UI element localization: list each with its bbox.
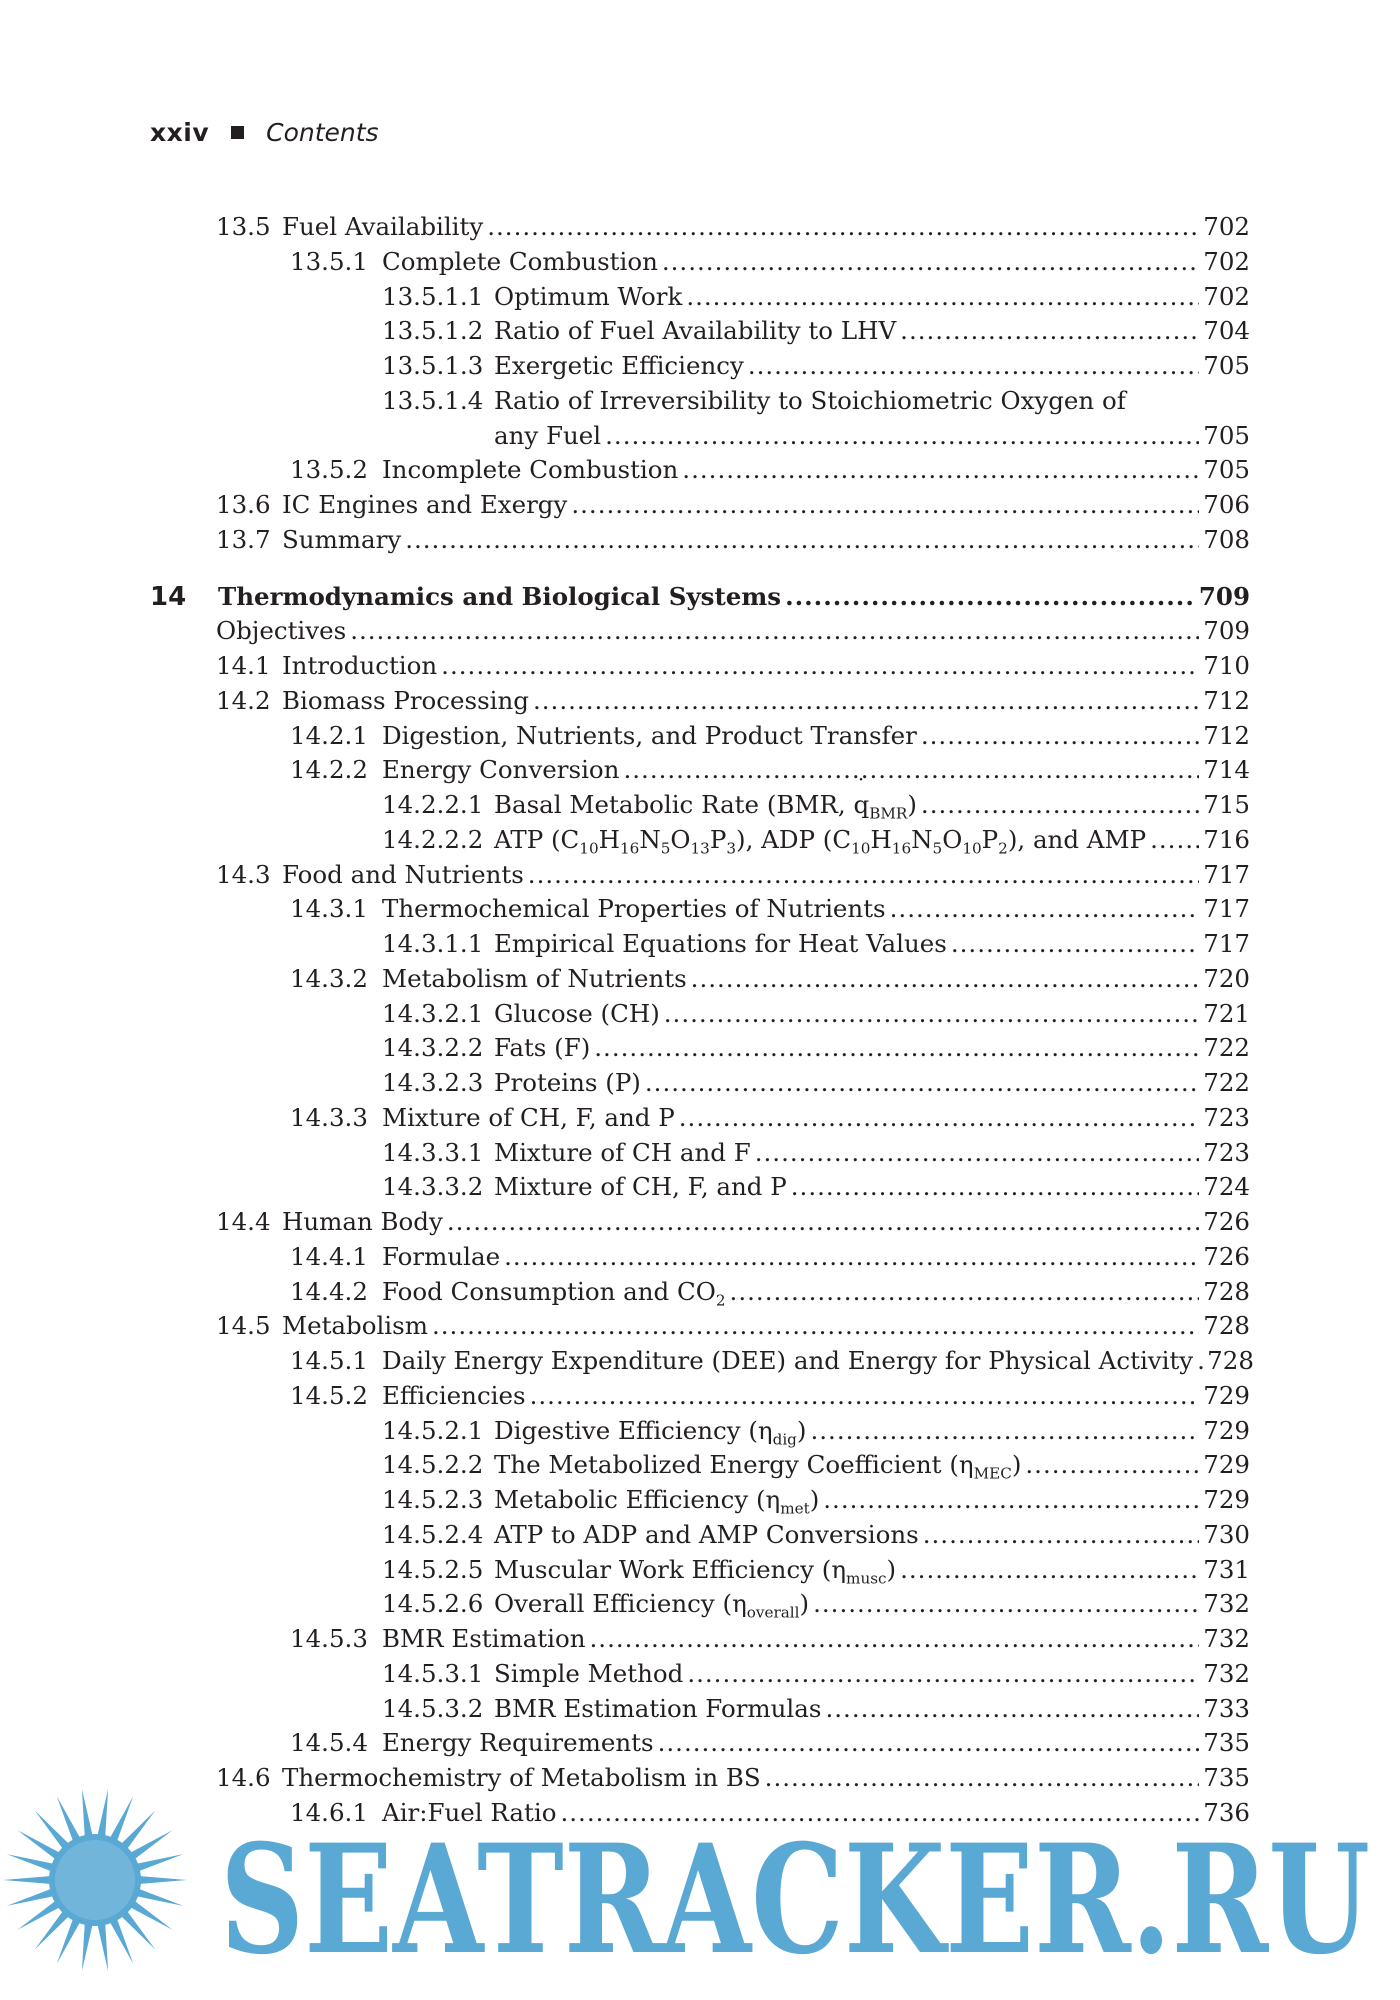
toc-page-number: 733 [1203, 1693, 1250, 1723]
toc-entry[interactable] [382, 1659, 1250, 1693]
toc-page-number: 709 [1203, 616, 1250, 646]
toc-entry-number: 14.5.3.1 [382, 1658, 484, 1688]
toc-page-number: 712 [1203, 685, 1250, 715]
toc-entry-number: 13.6 [216, 490, 271, 519]
toc-entry-number: 14.3.3.2 [382, 1172, 484, 1202]
dot-leader [658, 1728, 1200, 1757]
toc-entry-number: 14.4 [216, 1207, 271, 1236]
toc-page-number: 728 [1203, 1311, 1250, 1341]
dot-leader [823, 1485, 1199, 1514]
toc-entry[interactable] [216, 212, 1250, 246]
dot-leader [687, 1659, 1199, 1688]
toc-entry-continuation[interactable] [494, 421, 1250, 455]
toc-page-number: 735 [1203, 1728, 1250, 1758]
toc-entry-title: Metabolism [282, 1311, 428, 1341]
toc-entry[interactable] [216, 651, 1250, 685]
toc-entry-number: 14.5.2.2 [382, 1450, 484, 1480]
toc-entry-number: 14.3.2 [290, 963, 368, 993]
toc-entry-number: 14.3 [216, 859, 271, 889]
toc-entry[interactable] [382, 1555, 1250, 1589]
toc-page-number: 705 [1203, 455, 1250, 485]
toc-entry[interactable] [382, 1416, 1250, 1450]
toc-chapter-entry[interactable] [150, 582, 1250, 616]
toc-entry-title: Food Consumption and $CO_2$ [382, 1276, 726, 1309]
dot-leader [825, 1694, 1199, 1723]
toc-entry[interactable] [382, 1138, 1250, 1172]
toc-page-number: 726 [1203, 1207, 1250, 1236]
dot-leader [730, 1277, 1200, 1306]
toc-entry-title: Complete Combustion [382, 246, 658, 276]
toc-page-number: 729 [1203, 1450, 1250, 1480]
toc-entry-title: Mixture of CH, F, and P [382, 1102, 675, 1132]
toc-page-number: 726 [1203, 1241, 1250, 1271]
toc-entry-number: 14.5.2.3 [382, 1485, 484, 1514]
toc-page-number: 710 [1203, 651, 1250, 680]
toc-entry-title: ATP to ADP and AMP Conversions [494, 1519, 919, 1549]
sun-ray [18, 1830, 61, 1859]
toc-entry[interactable] [290, 894, 1250, 928]
dot-leader [686, 282, 1199, 311]
toc-entry-number: 14.5.2.5 [382, 1554, 484, 1584]
toc-page-number: 716 [1203, 824, 1250, 854]
toc-page-number: 729 [1203, 1415, 1250, 1445]
toc-page-number: 731 [1203, 1554, 1250, 1584]
toc-entry-title: The Metabolized Energy Coefficient $(\eta_{MEC})$ [494, 1450, 1022, 1483]
toc-page-number: 717 [1203, 859, 1250, 889]
watermark-text: SEATRACKER.RU [220, 1812, 1370, 1988]
toc-page-number: 721 [1203, 998, 1250, 1028]
toc-entry-title: Incomplete Combustion [382, 455, 679, 485]
dot-leader [594, 1033, 1199, 1062]
toc-entry-title: Air:Fuel Ratio [382, 1797, 557, 1827]
dot-leader [900, 1555, 1199, 1584]
dot-leader [921, 721, 1199, 750]
toc-entry-title: Optimum Work [494, 281, 683, 311]
dot-leader [791, 1172, 1199, 1201]
sun-ray [57, 1918, 81, 1964]
toc-entry[interactable] [382, 1694, 1250, 1728]
toc-entry-number: 13.5.1 [290, 246, 368, 276]
toc-entry-number: 14.5.3.2 [382, 1693, 484, 1723]
toc-entry-title: Exergetic Efficiency [494, 351, 744, 380]
dot-leader [810, 1416, 1199, 1445]
dot-leader [748, 351, 1199, 380]
toc-entry-title: Food and Nutrients [282, 859, 524, 889]
toc-entry-title: Energy Conversion [382, 755, 620, 785]
toc-entry[interactable] [216, 525, 1250, 559]
toc-entry[interactable] [382, 1033, 1250, 1067]
toc-entry-number: 13.7 [216, 524, 271, 554]
toc-entry[interactable] [382, 282, 1250, 316]
toc-entry-number: 14.3.2.3 [382, 1068, 484, 1097]
toc-entry[interactable] [382, 1450, 1250, 1484]
sun-ray [18, 1900, 61, 1929]
toc-entry-number: 13.5.1.2 [382, 316, 484, 346]
dot-leader [765, 1763, 1200, 1792]
toc-entry-number: 14.6 [216, 1763, 271, 1792]
toc-entry-title: Thermochemical Properties of Nutrients [382, 894, 886, 924]
toc-entry-title: Digestion, Nutrients, and Product Transfer [382, 720, 917, 750]
dot-leader [504, 1242, 1199, 1271]
toc-entry[interactable] [290, 1242, 1250, 1276]
dot-leader [605, 421, 1199, 450]
sun-ray [3, 1876, 51, 1884]
toc-entry-title: Simple Method [494, 1658, 684, 1688]
toc-entry-number: 14.3.1 [290, 894, 368, 924]
toc-entry-number: 14.1 [216, 651, 271, 680]
sun-ray [97, 1789, 108, 1837]
dot-leader [951, 929, 1199, 958]
toc-entry-title: Digestive Efficiency $(\eta_{dig})$ [494, 1415, 807, 1448]
toc-entry[interactable] [382, 1485, 1250, 1519]
toc-entry-title: Ratio of Fuel Availability to LHV [494, 316, 897, 346]
toc-entry-number: 14.5.2.4 [382, 1519, 484, 1549]
toc-page-number: 732 [1203, 1658, 1250, 1688]
toc-entry-title: Objectives [216, 616, 347, 646]
sun-ray [97, 1923, 108, 1971]
sun-ray [82, 1923, 93, 1971]
toc-entry[interactable] [382, 999, 1250, 1033]
toc-entry[interactable] [216, 616, 1250, 650]
sun-ray [110, 1918, 134, 1964]
toc-entry-title: Proteins (P) [494, 1068, 641, 1097]
toc-entry-number: 13.5.1.4 [382, 385, 484, 415]
toc-entry-number: 14.3.2.1 [382, 998, 484, 1028]
toc-entry-title: Muscular Work Efficiency $(\eta_{musc})$ [494, 1554, 897, 1587]
dot-leader [405, 525, 1199, 554]
toc-entry[interactable] [290, 1624, 1250, 1658]
toc-entry[interactable] [290, 964, 1250, 998]
dot-leader [900, 316, 1199, 345]
toc-entry[interactable] [290, 1728, 1250, 1762]
dot-leader [487, 212, 1199, 241]
toc-page-number: 705 [1203, 351, 1250, 380]
toc-entry-title: Efficiencies [382, 1380, 526, 1410]
toc-page-number: 724 [1203, 1172, 1250, 1202]
toc-page-number: 735 [1203, 1763, 1250, 1792]
q-dot-symbol: ˙ q [854, 790, 870, 819]
toc-page-number: 708 [1203, 524, 1250, 554]
toc-entry[interactable] [382, 1589, 1250, 1623]
toc-entry-number: 14.4.1 [290, 1241, 368, 1271]
dot-leader [560, 1798, 1199, 1827]
toc-entry-number: 14.5.1 [290, 1346, 368, 1375]
toc-page-number: 702 [1203, 246, 1250, 276]
toc-page-number: 729 [1203, 1485, 1250, 1514]
dot-leader [432, 1311, 1199, 1340]
sun-ray [57, 1796, 81, 1842]
sun-ray [35, 1911, 70, 1950]
toc-entry-title: Energy Requirements [382, 1728, 654, 1758]
toc-entry[interactable] [382, 316, 1250, 350]
toc-entry-title: Biomass Processing [282, 685, 529, 715]
dot-leader [682, 455, 1199, 484]
toc-page-number: 702 [1203, 281, 1250, 311]
toc-entry-title: Basal Metabolic Rate (BMR, ˙ $q_{BMR}$) [494, 790, 917, 819]
toc-entry-number: 14.5 [216, 1311, 271, 1341]
dot-leader [923, 1520, 1200, 1549]
toc-entry-number: 14.5.2 [290, 1380, 368, 1410]
toc-entry-title: Metabolism of Nutrients [382, 963, 687, 993]
dot-leader [1150, 825, 1199, 854]
toc-entry[interactable] [290, 1798, 1250, 1832]
dot-leader [447, 1207, 1199, 1236]
table-of-contents [150, 0, 1254, 2000]
toc-entry-number: 14.5.4 [290, 1728, 368, 1758]
toc-entry[interactable] [382, 1172, 1250, 1206]
toc-entry-title: ATP $(C_{10}H_{16}N_5O_{13}P_3)$, ADP $(C_{10}H_{16}N_5O_{10}P_2)$, and AMP [494, 824, 1147, 858]
toc-page-number: 712 [1203, 720, 1250, 750]
toc-entry-number: 13.5.1.1 [382, 281, 484, 311]
dot-leader [350, 616, 1199, 645]
toc-entry-number: 14 [150, 581, 187, 612]
toc-entry[interactable] [290, 721, 1250, 755]
toc-entry-number: 14.6.1 [290, 1797, 368, 1827]
toc-entry[interactable] [382, 386, 1250, 420]
sun-ray [82, 1789, 93, 1837]
toc-entry[interactable] [290, 1381, 1250, 1415]
dot-leader [590, 1624, 1200, 1653]
sun-ray [7, 1889, 54, 1906]
dot-leader [921, 790, 1199, 819]
toc-entry-title: Empirical Equations for Heat Values [494, 929, 947, 958]
dot-leader [664, 999, 1199, 1028]
toc-entry-title: Introduction [282, 651, 438, 680]
dot-leader [691, 964, 1200, 993]
toc-entry-title: Mixture of CH and F [494, 1137, 751, 1167]
toc-page-number: 717 [1203, 929, 1250, 958]
dot-leader [530, 1381, 1200, 1410]
toc-entry-title: Mixture of CH, F, and P [494, 1172, 787, 1202]
toc-page-number: 705 [1203, 420, 1250, 450]
dot-leader [571, 490, 1199, 519]
toc-entry[interactable] [290, 455, 1250, 489]
toc-page-number: 732 [1203, 1589, 1250, 1619]
toc-entry-title: Summary [282, 524, 402, 554]
toc-entry-number: 14.5.2.1 [382, 1415, 484, 1445]
toc-entry-title: Thermodynamics and Biological Systems [218, 581, 782, 611]
toc-entry-title: Fuel Availability [282, 212, 484, 241]
toc-entry-title: Metabolic Efficiency $(\eta_{met})$ [494, 1485, 820, 1518]
toc-entry[interactable] [216, 1763, 1250, 1797]
dot-leader [528, 860, 1199, 889]
toc-page-number: 715 [1203, 790, 1250, 819]
toc-page-number: 717 [1203, 894, 1250, 924]
toc-page-number: 723 [1203, 1137, 1250, 1167]
toc-page-number: 704 [1203, 316, 1250, 346]
toc-page-number: 706 [1203, 490, 1250, 519]
toc-entry[interactable] [382, 351, 1250, 385]
dot-leader [645, 1068, 1199, 1097]
toc-entry-title: Glucose (CH) [494, 998, 660, 1028]
toc-entry[interactable] [382, 825, 1250, 859]
toc-entry-title: Formulae [382, 1241, 501, 1271]
toc-entry-number: 14.2.2 [290, 755, 368, 785]
toc-page-number: 730 [1203, 1519, 1250, 1549]
toc-entry[interactable] [216, 686, 1250, 720]
toc-entry-number: 13.5.1.3 [382, 351, 484, 380]
toc-page-number: 728 [1207, 1346, 1254, 1375]
toc-entry[interactable] [290, 1346, 1254, 1380]
toc-entry[interactable] [216, 1311, 1250, 1345]
toc-entry-number: 14.2.2.2 [382, 824, 484, 854]
toc-entry-title: any Fuel [494, 420, 602, 450]
toc-page-number: 723 [1203, 1102, 1250, 1132]
toc-entry-title: BMR Estimation [382, 1624, 586, 1653]
toc-page-number: 702 [1203, 212, 1250, 241]
toc-entry[interactable] [382, 1068, 1250, 1102]
toc-entry[interactable] [382, 790, 1250, 824]
toc-entry[interactable] [290, 755, 1250, 789]
toc-entry[interactable] [216, 490, 1250, 524]
toc-entry-title: BMR Estimation Formulas [494, 1693, 822, 1723]
sun-ray [35, 1811, 70, 1850]
toc-entry-title: Thermochemistry of Metabolism in BS [282, 1763, 761, 1792]
dot-leader [785, 582, 1195, 611]
sun-ray [110, 1796, 134, 1842]
dot-leader [1025, 1450, 1199, 1479]
toc-entry[interactable] [382, 929, 1250, 963]
toc-page-number: 722 [1203, 1068, 1250, 1097]
toc-entry-number: 14.5.2.6 [382, 1589, 484, 1619]
toc-page-number: 728 [1203, 1276, 1250, 1306]
dot-leader [679, 1103, 1199, 1132]
toc-entry-title: IC Engines and Exergy [282, 490, 568, 519]
sun-ray [7, 1854, 54, 1871]
toc-entry-title: Overall Efficiency $(\eta_{overall})$ [494, 1589, 810, 1622]
toc-entry-number: 14.3.3 [290, 1102, 368, 1132]
toc-entry-title: Fats (F) [494, 1033, 591, 1063]
dot-leader [623, 755, 1199, 784]
toc-page-number: 720 [1203, 963, 1250, 993]
dot-leader [1197, 1346, 1203, 1375]
toc-page-number: 709 [1198, 581, 1250, 611]
toc-entry[interactable] [382, 1520, 1250, 1554]
toc-entry-number: 14.3.2.2 [382, 1033, 484, 1063]
dot-leader [533, 686, 1199, 715]
toc-entry-number: 14.3.3.1 [382, 1137, 484, 1167]
toc-entry[interactable] [216, 1207, 1250, 1241]
dot-leader [813, 1589, 1199, 1618]
dot-leader [755, 1138, 1200, 1167]
toc-entry-number: 14.3.1.1 [382, 929, 484, 958]
toc-entry-number: 14.2 [216, 685, 271, 715]
running-title: Contents [266, 118, 379, 147]
toc-entry-title: Daily Energy Expenditure (DEE) and Energy for Physical Activity [382, 1346, 1194, 1375]
toc-entry-title: Human Body [282, 1207, 443, 1236]
toc-entry-number: 13.5 [216, 212, 271, 241]
toc-page-number: 714 [1203, 755, 1250, 785]
dot-leader [441, 651, 1199, 680]
toc-entry[interactable] [290, 247, 1250, 281]
toc-entry-number: 14.4.2 [290, 1276, 368, 1306]
toc-entry[interactable] [290, 1103, 1250, 1137]
toc-page-number: 729 [1203, 1380, 1250, 1410]
toc-entry-number: 14.2.2.1 [382, 790, 484, 819]
toc-page-number: 722 [1203, 1033, 1250, 1063]
toc-entry[interactable] [216, 860, 1250, 894]
toc-page-number: 736 [1203, 1797, 1250, 1827]
toc-entry-number: 14.2.1 [290, 720, 368, 750]
page-number: xxiv [150, 118, 210, 147]
toc-entry-number: 13.5.2 [290, 455, 368, 485]
dot-leader [890, 894, 1200, 923]
dot-leader [662, 247, 1199, 276]
toc-entry-number: 14.5.3 [290, 1624, 368, 1653]
toc-page-number: 732 [1203, 1624, 1250, 1653]
toc-entry-title: Ratio of Irreversibility to Stoichiometric Oxygen of [494, 385, 1126, 415]
toc-entry[interactable] [290, 1277, 1250, 1311]
